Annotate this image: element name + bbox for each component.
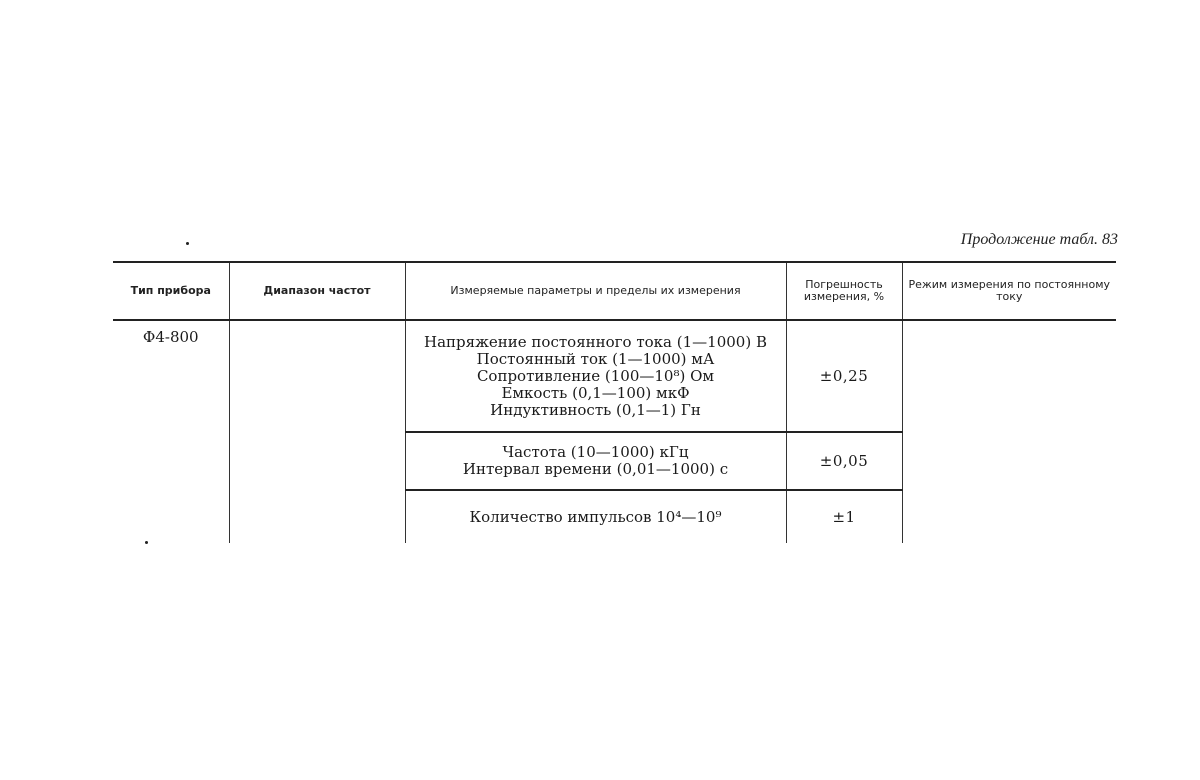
param-line: Постоянный ток (1—1000) мА — [476, 349, 715, 368]
header-dc-mode: Режим измерения по постоянному току — [902, 262, 1116, 320]
device-type-cell: Ф4-800 — [113, 320, 229, 543]
param-line: Индуктивность (0,1—1) Гн — [490, 400, 701, 419]
spec-table — [113, 261, 1116, 543]
header-measured-params: Измеряемые параметры и пределы их измерения — [405, 262, 786, 320]
error-cell: ±0,25 — [786, 320, 902, 432]
param-line: Сопротивление (100—10⁸) Ом — [476, 366, 715, 385]
header-device-type: Тип прибора — [113, 262, 229, 320]
param-line: Интервал времени (0,01—1000) с — [462, 460, 729, 478]
header-frequency-range: Диапазон частот — [229, 262, 405, 320]
error-cell: ±1 — [786, 490, 902, 543]
params-cell — [405, 490, 786, 543]
table-header-row — [113, 262, 1116, 320]
params-cell — [405, 320, 786, 432]
spec-table-container — [113, 261, 1116, 543]
header-error: Погрешность измерения, % — [786, 262, 902, 320]
param-line: Емкость (0,1—100) мкФ — [501, 383, 690, 402]
params-cell — [405, 432, 786, 490]
error-cell: ±0,05 — [786, 432, 902, 490]
table-row — [113, 320, 1116, 432]
table-continuation-caption: Продолжение табл. 83 — [960, 231, 1118, 248]
param-line: Частота (10—1000) кГц — [502, 443, 689, 461]
frequency-range-cell — [229, 320, 405, 543]
param-line: Количество импульсов 10⁴—10⁹ — [469, 507, 722, 526]
scan-speck — [186, 242, 189, 245]
dc-mode-cell — [902, 320, 1116, 543]
param-line: Напряжение постоянного тока (1—1000) В — [424, 332, 767, 351]
